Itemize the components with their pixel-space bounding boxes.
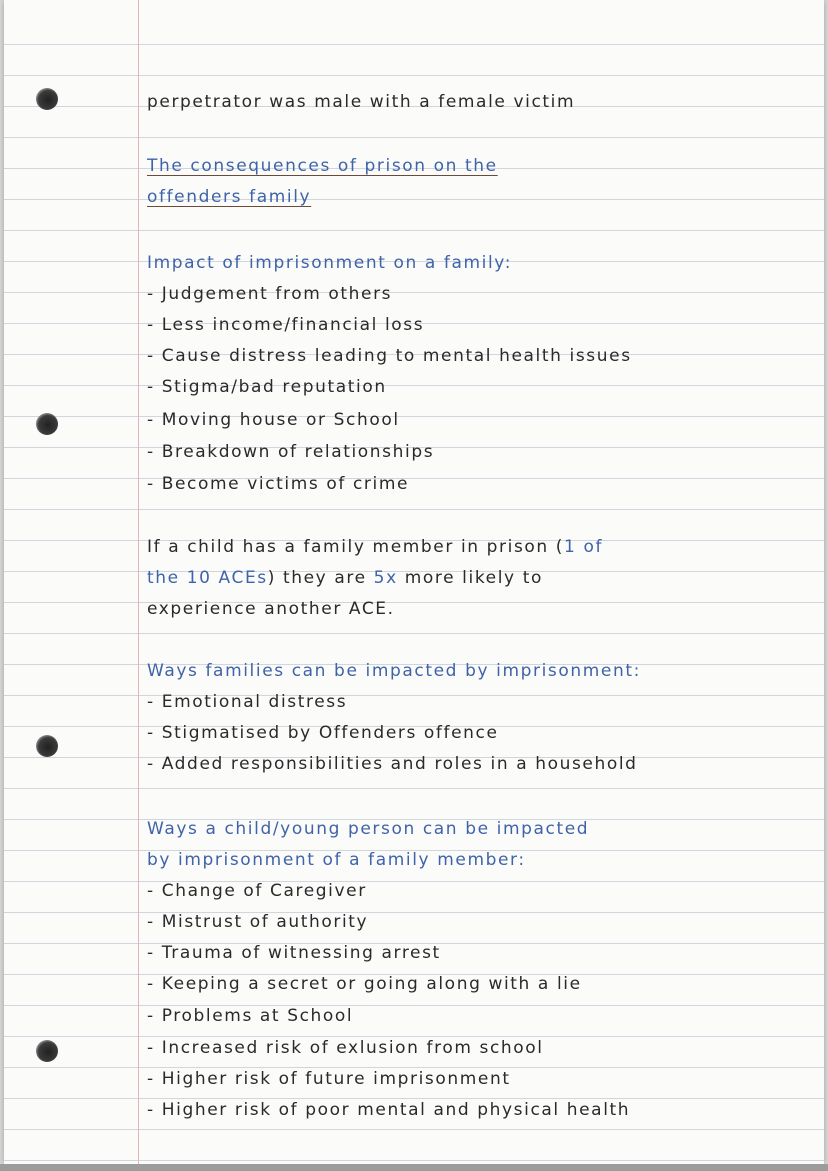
list-item: - Become victims of crime — [147, 474, 410, 494]
list-item: - Stigmatised by Offenders offence — [147, 723, 499, 743]
list-item: - Judgement from others — [147, 284, 393, 304]
list-item: - Less income/financial loss — [147, 315, 425, 335]
list-item: - Added responsibilities and roles in a household — [147, 754, 638, 774]
list-item: - Mistrust of authority — [147, 912, 369, 932]
list-item: - Moving house or School — [147, 410, 400, 430]
child-para-aces-count: 1 of — [564, 537, 604, 557]
top-line: perpetrator was male with a female victim — [147, 92, 576, 112]
punch-hole — [36, 88, 58, 110]
child-para-5x: 5x — [373, 568, 398, 588]
list-item: - Higher risk of poor mental and physical health — [147, 1100, 631, 1120]
child-para-line-3: experience another ACE. — [147, 599, 395, 619]
list-item: - Keeping a secret or going along with a lie — [147, 974, 582, 994]
heading-line-2: offenders family — [147, 187, 312, 207]
families-title: Ways families can be impacted by imprisonment: — [147, 661, 641, 681]
list-item: - Breakdown of relationships — [147, 442, 435, 462]
list-item: - Problems at School — [147, 1006, 354, 1026]
list-item: - Higher risk of future imprisonment — [147, 1069, 511, 1089]
child-title-line-2: by imprisonment of a family member: — [147, 850, 526, 870]
list-item: - Increased risk of exlusion from school — [147, 1038, 544, 1058]
list-item: - Trauma of witnessing arrest — [147, 943, 441, 963]
child-para-text: If a child has a family member in prison ( — [147, 537, 565, 557]
child-para-text: ) they are — [267, 568, 374, 588]
notebook-page — [4, 0, 824, 1164]
child-para-line-1 — [147, 537, 603, 557]
punch-hole — [36, 1040, 58, 1062]
heading-line-1: The consequences of prison on the — [147, 156, 498, 176]
list-item: - Emotional distress — [147, 692, 348, 712]
child-para-aces: the 10 ACEs — [147, 568, 268, 588]
child-para-text: more likely to — [397, 568, 543, 588]
punch-hole — [36, 413, 58, 435]
child-para-line-2 — [147, 568, 543, 588]
margin-line — [138, 0, 139, 1164]
list-item: - Cause distress leading to mental health issues — [147, 346, 632, 366]
punch-hole — [36, 735, 58, 757]
list-item: - Stigma/bad reputation — [147, 377, 387, 397]
impact-title: Impact of imprisonment on a family: — [147, 253, 513, 273]
page-bottom-edge — [0, 1164, 828, 1171]
list-item: - Change of Caregiver — [147, 881, 367, 901]
child-title-line-1: Ways a child/young person can be impacted — [147, 819, 590, 839]
